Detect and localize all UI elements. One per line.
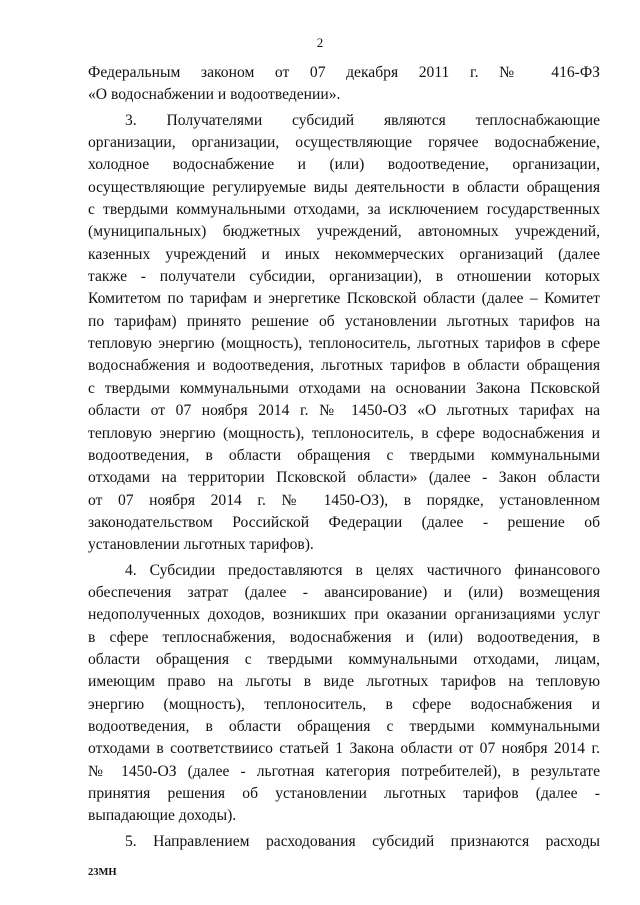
text-line: в сфере теплоснабжения, водоснабжения и (или) водоотведения, в	[88, 628, 600, 646]
text-line: № 1450-ОЗ (далее - льготная категория потребителей), в результате	[88, 762, 600, 780]
document-body	[88, 62, 600, 853]
text-line: законодательством Российской Федерации (далее - решение об	[88, 513, 600, 531]
text-line: выпадающие доходы).	[88, 807, 237, 825]
text-line: принятия решения об установлении льготных тарифов (далее -	[88, 785, 600, 802]
text-line: с твердыми коммунальными отходами, за исключением государственных	[88, 201, 600, 219]
text-line: области обращения с твердыми коммунальными отходами, лицам,	[88, 650, 600, 668]
text-line: имеющим право на льготы в виде льготных тарифов на тепловую	[88, 673, 600, 691]
text-line: водоснабжения и водоотведения, льготных тарифов в области обращения	[88, 357, 600, 375]
text-line: от 07 ноября 2014 г. № 1450-ОЗ), в порядке, установленном	[88, 491, 600, 509]
text-line: тепловую энергию (мощность), теплоноситель, в сфере водоснабжения и	[88, 424, 600, 442]
page-number: 2	[316, 35, 324, 50]
paragraph-3-start: 3. Получателями субсидий являются теплоснабжающие	[125, 111, 600, 129]
text-line: Комитетом по тарифам и энергетике Псковской области (далее – Комитет	[88, 290, 600, 308]
text-line: осуществляющие регулируемые виды деятельности в области обращения	[88, 178, 600, 196]
text-line: обеспечения затрат (далее - авансирование) и (или) возмещения	[88, 583, 600, 601]
text-line: казенных учреждений и иных некоммерческих организаций (далее	[88, 245, 600, 263]
text-line: организации, организации, осуществляющие горячее водоснабжение,	[88, 134, 600, 152]
text-line: с твердыми коммунальными отходами на основании Закона Псковской	[88, 379, 600, 397]
text-line: холодное водоснабжение и (или) водоотведение, организации,	[88, 156, 600, 174]
footer-code: 23МН	[88, 867, 117, 878]
paragraph-5-start: 5. Направлением расходования субсидий признаются расходы	[125, 832, 600, 850]
text-line: недополученных доходов, возникших при оказании организациями услуг	[88, 606, 600, 624]
paragraph-4-start: 4. Субсидии предоставляются в целях частичного финансового	[125, 561, 600, 579]
text-line: энергию (мощность), теплоноситель, в сфере водоснабжения и	[88, 695, 600, 713]
text-line: по тарифам) принято решение об установлении льготных тарифов на	[88, 312, 600, 330]
text-line: водоотведения, в области обращения с твердыми коммунальными	[88, 717, 600, 735]
text-line: «О водоснабжении и водоотведении».	[88, 86, 341, 104]
text-line: (муниципальных) бюджетных учреждений, автономных учреждений,	[88, 223, 600, 241]
text-line: также - получатели субсидии, организации), в отношении которых	[88, 268, 600, 286]
text-line: отходами в соответствиисо статьей 1 Закона области от 07 ноября 2014 г.	[88, 740, 600, 758]
text-line: Федеральным законом от 07 декабря 2011 г. № 416-ФЗ	[88, 64, 600, 81]
text-line: водоотведения, в области обращения с твердыми коммунальными	[88, 446, 600, 464]
text-line: установлении льготных тарифов).	[88, 536, 314, 554]
text-line: отходами на территории Псковской области» (далее - Закон области	[88, 469, 600, 487]
text-line: тепловую энергию (мощность), теплоноситель, льготных тарифов в сфере	[88, 335, 600, 353]
text-line: области от 07 ноября 2014 г. № 1450-ОЗ «О льготных тарифах на	[88, 402, 600, 420]
